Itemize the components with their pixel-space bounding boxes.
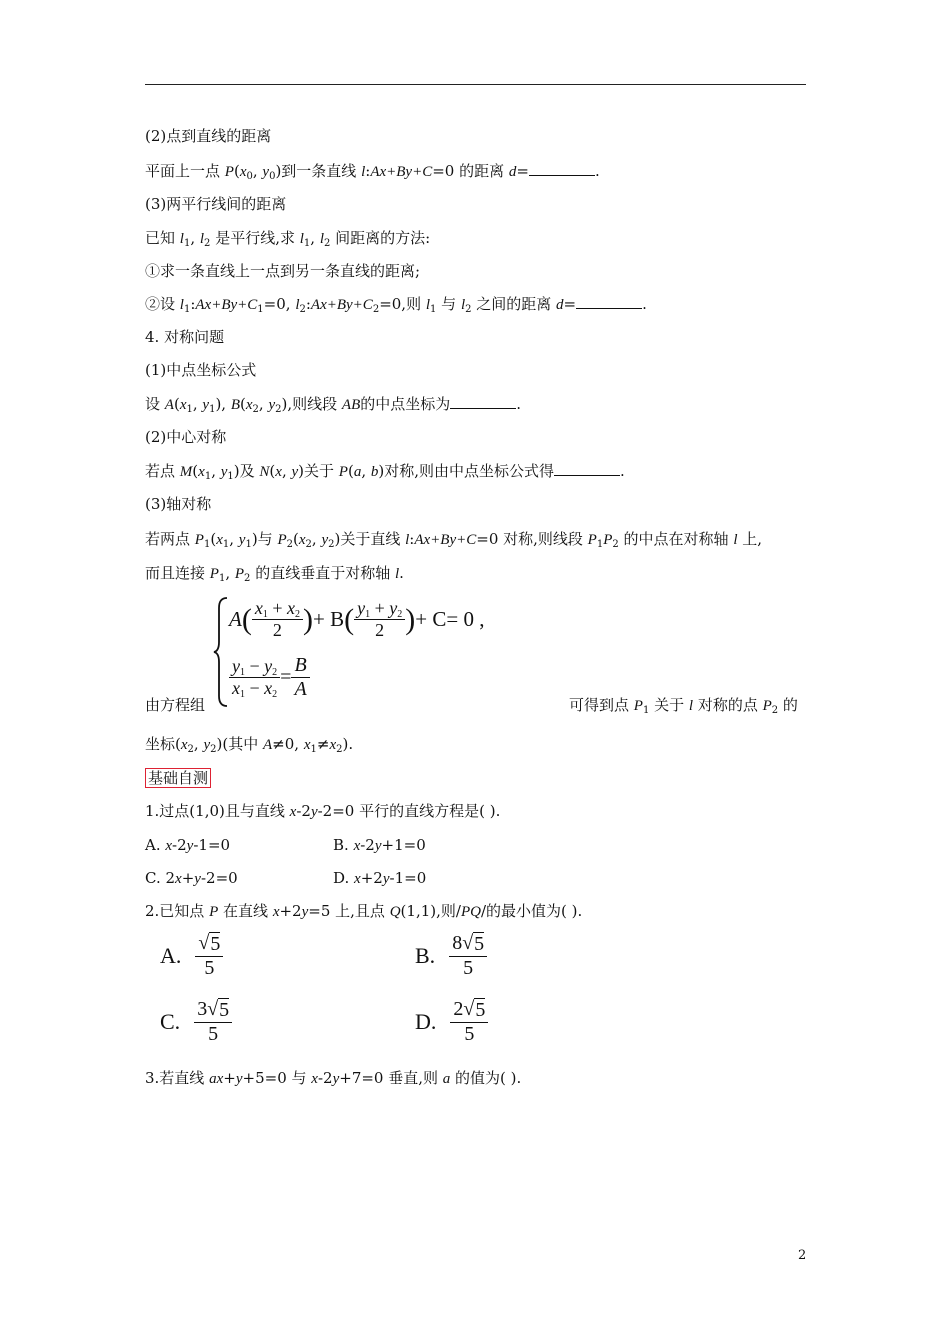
s2-body: 平面上一点 $P(x_0$, $y_0$)到一条直线 l:Ax+By+C=0 的距离 d= . xyxy=(145,162,600,182)
q1-option-b[interactable]: B. x-2y+1=0 xyxy=(333,836,426,854)
s4-3-title: (3)轴对称 xyxy=(145,495,212,513)
left-brace xyxy=(213,596,229,708)
answer-blank xyxy=(554,461,620,476)
page-number: 2 xyxy=(798,1248,807,1263)
s4-1-title: (1)中点坐标公式 xyxy=(145,361,257,379)
system-row-1: A ( $\frac{x_1 + x_2}{2}$ ) + B ( $\frac{y_1 + y_2}{2}$ ) + C = 0 , xyxy=(229,598,485,640)
answer-blank xyxy=(529,161,595,176)
section-label-box: 基础自测 xyxy=(145,768,211,788)
s4-title: 4. 对称问题 xyxy=(145,328,225,346)
header-rule xyxy=(145,84,806,85)
s4-3-body-3-left: 由方程组 xyxy=(145,696,206,714)
q1-option-c[interactable]: C. 2x+y-2=0 xyxy=(145,869,238,887)
s4-3-body-1: 若两点 $P_1(x_1$, $y_1$)与 $P_2(x_2$, $y_2$)关于直线 l:Ax+By+C=0 对称,则线段 $P_1P_2$ 的中点在对称轴 l 上, xyxy=(145,530,763,550)
s4-1-body: 设 $A(x_1$, $y_1$), $B(x_2$, $y_2$),则线段 AB的中点坐标为 . xyxy=(145,395,522,415)
s4-3-body-2: 而且连接 $P_1$, $P_2$ 的直线垂直于对称轴 l. xyxy=(145,564,404,584)
q2-option-d[interactable]: D. 2 √ 5 5 xyxy=(415,998,488,1046)
system-row-2: $\frac{y_1 - y_2}{x_1 - x_2}$ = $\frac{B}{A}$ xyxy=(229,654,310,701)
s4-2-body: 若点 $M(x_1$, $y_1$)及 N(x, y)关于 P(a, b)对称,则由中点坐标公式得 . xyxy=(145,462,625,482)
q1-option-d[interactable]: D. x+2y-1=0 xyxy=(333,869,427,887)
answer-blank xyxy=(576,294,642,309)
s3-body: 已知 $l_1$, $l_2$ 是平行线,求 $l_1$, $l_2$ 间距离的方法: xyxy=(145,229,431,249)
question-1: 1.过点(1,0)且与直线 x-2y-2=0 平行的直线方程是( ). xyxy=(145,802,501,820)
q2-option-c[interactable]: C. 3 √ 5 5 xyxy=(160,998,232,1046)
s3-title: (3)两平行线间的距离 xyxy=(145,195,287,213)
answer-blank xyxy=(450,394,516,409)
s3-item-2: ②设 $l_1:Ax+By+C_1=0$, $l_2:Ax+By+C_2=0$,则 $l_1$ 与 $l_2$ 之间的距离 d= . xyxy=(145,295,647,315)
q2-option-b[interactable]: B. 8 √ 5 5 xyxy=(415,932,487,980)
s2-title: (2)点到直线的距离 xyxy=(145,127,272,145)
s4-3-body-3-right: 可得到点 $P_1$ 关于 l 对称的点 $P_2$ 的 xyxy=(569,696,798,716)
s4-3-body-4: 坐标($x_2$, $y_2$)(其中 A≠0, $x_1\ne x_2$). xyxy=(145,735,354,755)
question-3: 3.若直线 ax+y+5=0 与 x-2y+7=0 垂直,则 a 的值为( ). xyxy=(145,1069,522,1087)
s4-2-title: (2)中心对称 xyxy=(145,428,227,446)
q1-option-a[interactable]: A. x-2y-1=0 xyxy=(145,836,231,854)
q2-option-a[interactable]: A. √ 5 5 xyxy=(160,932,223,980)
question-2: 2.已知点 P 在直线 x+2y=5 上,且点 Q(1,1),则/PQ/的最小值为( ). xyxy=(145,902,583,920)
section-label xyxy=(145,768,211,788)
s3-item-1: ①求一条直线上一点到另一条直线的距离; xyxy=(145,262,421,280)
